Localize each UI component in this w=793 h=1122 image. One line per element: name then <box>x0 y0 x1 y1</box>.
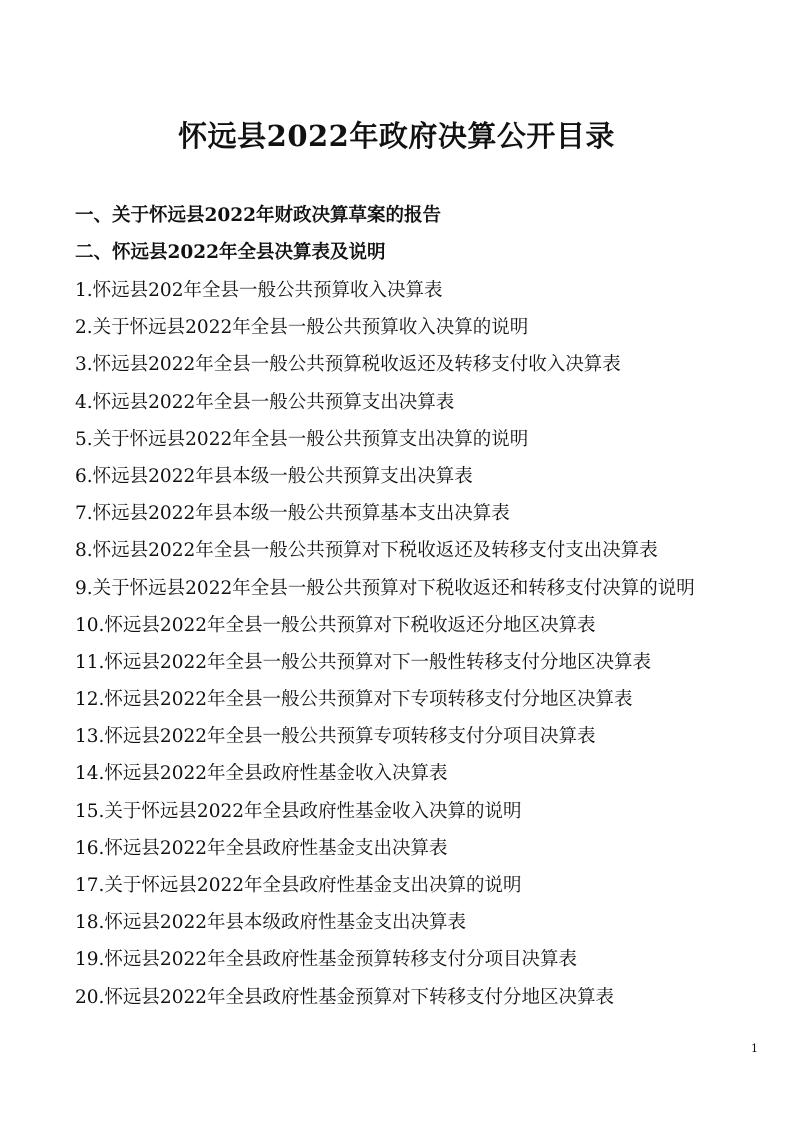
toc-item-17: 17.关于怀远县2022年全县政府性基金支出决算的说明 <box>75 875 522 896</box>
section-heading-tables: 二、怀远县2022年全县决算表及说明 <box>75 242 386 263</box>
toc-item-9: 9.关于怀远县2022年全县一般公共预算对下税收返还和转移支付决算的说明 <box>75 577 695 599</box>
toc-item-3: 3.怀远县2022年全县一般公共预算税收返还及转移支付收入决算表 <box>75 354 621 376</box>
toc-item-12: 12.怀远县2022年全县一般公共预算对下专项转移支付分地区决算表 <box>75 689 633 711</box>
toc-item-14: 14.怀远县2022年全县政府性基金收入决算表 <box>75 763 448 785</box>
toc-item-16: 16.怀远县2022年全县政府性基金支出决算表 <box>75 837 448 859</box>
toc-item-13: 13.怀远县2022年全县一般公共预算专项转移支付分项目决算表 <box>75 726 596 748</box>
toc-item-20: 20.怀远县2022年全县政府性基金预算对下转移支付分地区决算表 <box>75 986 615 1008</box>
toc-item-11: 11.怀远县2022年全县一般公共预算对下一般性转移支付分地区决算表 <box>75 651 652 673</box>
toc-item-18: 18.怀远县2022年县本级政府性基金支出决算表 <box>75 912 467 934</box>
toc-item-5: 5.关于怀远县2022年全县一般公共预算支出决算的说明 <box>75 428 529 450</box>
page-number: 1 <box>751 1042 758 1055</box>
toc-item-6: 6.怀远县2022年县本级一般公共预算支出决算表 <box>75 465 473 487</box>
toc-item-2: 2.关于怀远县2022年全县一般公共预算收入决算的说明 <box>75 317 529 339</box>
toc-item-10: 10.怀远县2022年全县一般公共预算对下税收返还分地区决算表 <box>75 614 596 636</box>
toc-item-19: 19.怀远县2022年全县政府性基金预算转移支付分项目决算表 <box>75 949 578 971</box>
toc-item-8: 8.怀远县2022年全县一般公共预算对下税收返还及转移支付支出决算表 <box>75 540 658 562</box>
page-title: 怀远县2022年政府决算公开目录 <box>178 119 615 153</box>
toc-item-15: 15.关于怀远县2022年全县政府性基金收入决算的说明 <box>75 800 522 822</box>
toc-item-4: 4.怀远县2022年全县一般公共预算支出决算表 <box>75 391 455 413</box>
toc-item-7: 7.怀远县2022年县本级一般公共预算基本支出决算表 <box>75 503 510 525</box>
section-heading-report: 一、关于怀远县2022年财政决算草案的报告 <box>75 205 441 226</box>
toc-item-1: 1.怀远县202年全县一般公共预算收入决算表 <box>75 280 443 301</box>
toc-list <box>75 272 695 1016</box>
